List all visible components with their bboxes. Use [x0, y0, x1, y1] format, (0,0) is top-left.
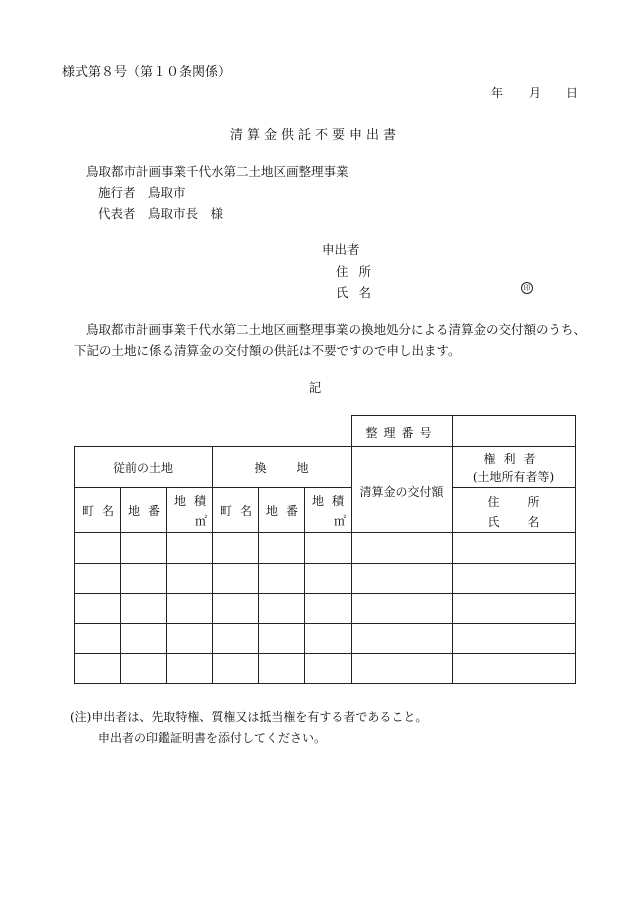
kanchi-chiseki-unit: ㎡ [333, 514, 346, 528]
addressee-project: 鳥取都市計画事業千代水第二土地区画整理事業 [86, 164, 349, 179]
date-year-label: 年 [491, 86, 504, 100]
date-day-label: 日 [566, 86, 579, 100]
table-line [74, 653, 575, 654]
applicant-name-label: 氏名 [336, 285, 382, 300]
table-line [74, 593, 575, 594]
form-number: 様式第８号（第１０条関係） [62, 65, 232, 80]
applicant-label: 申出者 [322, 242, 360, 257]
kofu-gaku-header: 清算金の交付額 [359, 485, 444, 499]
body-text-line2: 下記の土地に係る清算金の交付額の供託は不要ですので申し出ます。 [74, 343, 461, 358]
date-month-label: 月 [529, 86, 542, 100]
table-line [74, 532, 575, 533]
seal-mark-icon: 印 [521, 282, 533, 294]
kenrisha-sub-header: (土地所有者等) [472, 470, 555, 484]
table-line [351, 415, 575, 416]
applicant-address-label: 住所 [336, 264, 382, 279]
shimei-header: 氏名 [487, 515, 568, 529]
former-chiban-header: 地番 [128, 504, 169, 518]
table-line [452, 487, 575, 488]
kanchi-header: 換地 [254, 461, 339, 475]
table-line [74, 683, 576, 684]
kanchi-chiban-header: 地番 [266, 504, 307, 518]
table-line [74, 623, 575, 624]
table-line [74, 446, 75, 684]
note-line2: 申出者の印鑑証明書を添付してください。 [98, 731, 327, 745]
kanchi-machi-mei-header: 町名 [220, 504, 261, 518]
document-title: 清算金供託不要申出書 [229, 128, 400, 143]
note-line1: (注)申出者は、先取特権、質権又は抵当権を有する者であること。 [70, 710, 428, 724]
table-line [212, 446, 213, 684]
former-machi-mei-header: 町名 [82, 504, 123, 518]
jusho-header: 住所 [487, 495, 568, 509]
addressee-executor: 施行者 鳥取市 [98, 185, 186, 200]
seiri-bango-header: 整理番号 [365, 426, 438, 440]
kanchi-chiseki-header: 地積 [312, 494, 353, 508]
table-line [351, 415, 352, 684]
body-text-line1: 鳥取都市計画事業千代水第二土地区画整理事業の換地処分による清算金の交付額のうち、 [86, 322, 587, 337]
table-line [74, 446, 575, 447]
table-line [575, 415, 576, 684]
kenrisha-header: 権利者 [483, 452, 544, 466]
former-chiseki-header: 地積 [174, 494, 215, 508]
addressee-representative: 代表者 鳥取市長 様 [98, 206, 224, 221]
former-chiseki-unit: ㎡ [194, 514, 207, 528]
juzen-tochi-header: 従前の土地 [112, 461, 173, 475]
ki-heading: 記 [308, 380, 322, 395]
table-line [74, 563, 575, 564]
